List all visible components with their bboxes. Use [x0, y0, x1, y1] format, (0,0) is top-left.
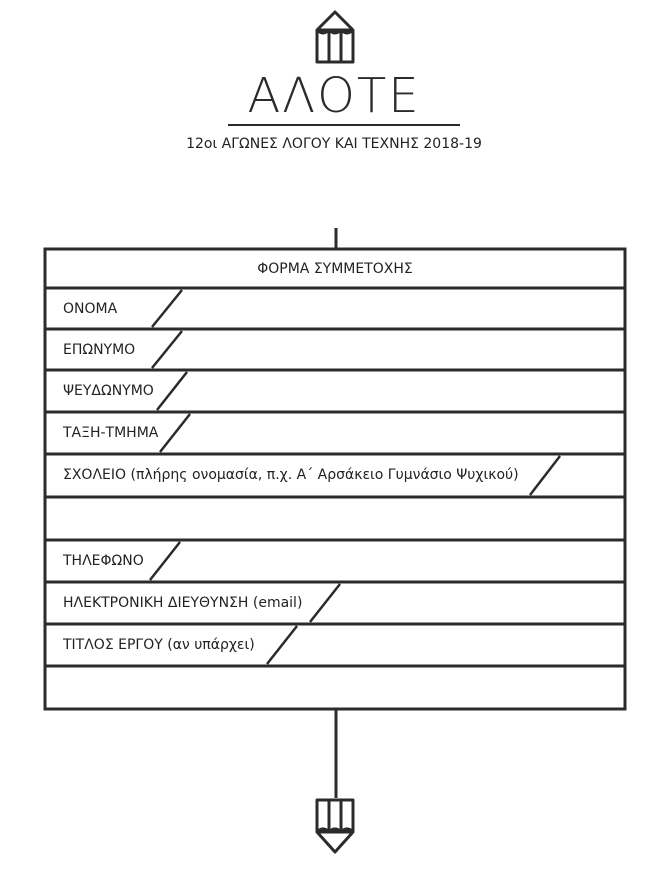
field-label: ΨΕΥΔΩΝΥΜΟ [63, 383, 154, 399]
form-title: ΦΟΡΜΑ ΣΥΜΜΕΤΟΧΗΣ [257, 261, 413, 277]
field-phone[interactable] [47, 542, 623, 581]
subtitle: 12οι ΑΓΩΝΕΣ ΛΟΓΟΥ ΚΑΙ ΤΕΧΝΗΣ 2018-19 [186, 136, 482, 152]
field-first-name[interactable] [47, 290, 623, 329]
field-email[interactable] [47, 584, 623, 623]
field-label: ΟΝΟΜΑ [63, 301, 118, 317]
field-last-name[interactable] [47, 331, 623, 370]
field-work-title[interactable] [47, 626, 623, 665]
field-label: ΕΠΩΝΥΜΟ [63, 342, 136, 358]
field-work-title-continued[interactable] [47, 668, 623, 707]
logo-title: ΑΛΟΤΕ [247, 68, 421, 124]
field-pseudonym[interactable] [47, 372, 623, 411]
field-label: ΗΛΕΚΤΡΟΝΙΚΗ ΔΙΕΥΘΥΝΣΗ (email) [63, 595, 303, 611]
field-label: ΤΙΤΛΟΣ ΕΡΓΟΥ (αν υπάρχει) [63, 637, 255, 653]
field-label: ΤΗΛΕΦΩΝΟ [63, 553, 144, 569]
field-school[interactable] [47, 456, 623, 495]
field-label: ΤΑΞΗ-ΤΜΗΜΑ [63, 425, 159, 441]
pencil-top-icon [317, 12, 353, 62]
field-label: ΣΧΟΛΕΙΟ (πλήρης ονομασία, π.χ. Α΄ Αρσάκειο Γυμνάσιο Ψυχικού) [63, 467, 519, 483]
field-class-section[interactable] [47, 414, 623, 453]
pencil-bottom-icon [317, 800, 353, 852]
field-school-continued[interactable] [47, 499, 623, 538]
